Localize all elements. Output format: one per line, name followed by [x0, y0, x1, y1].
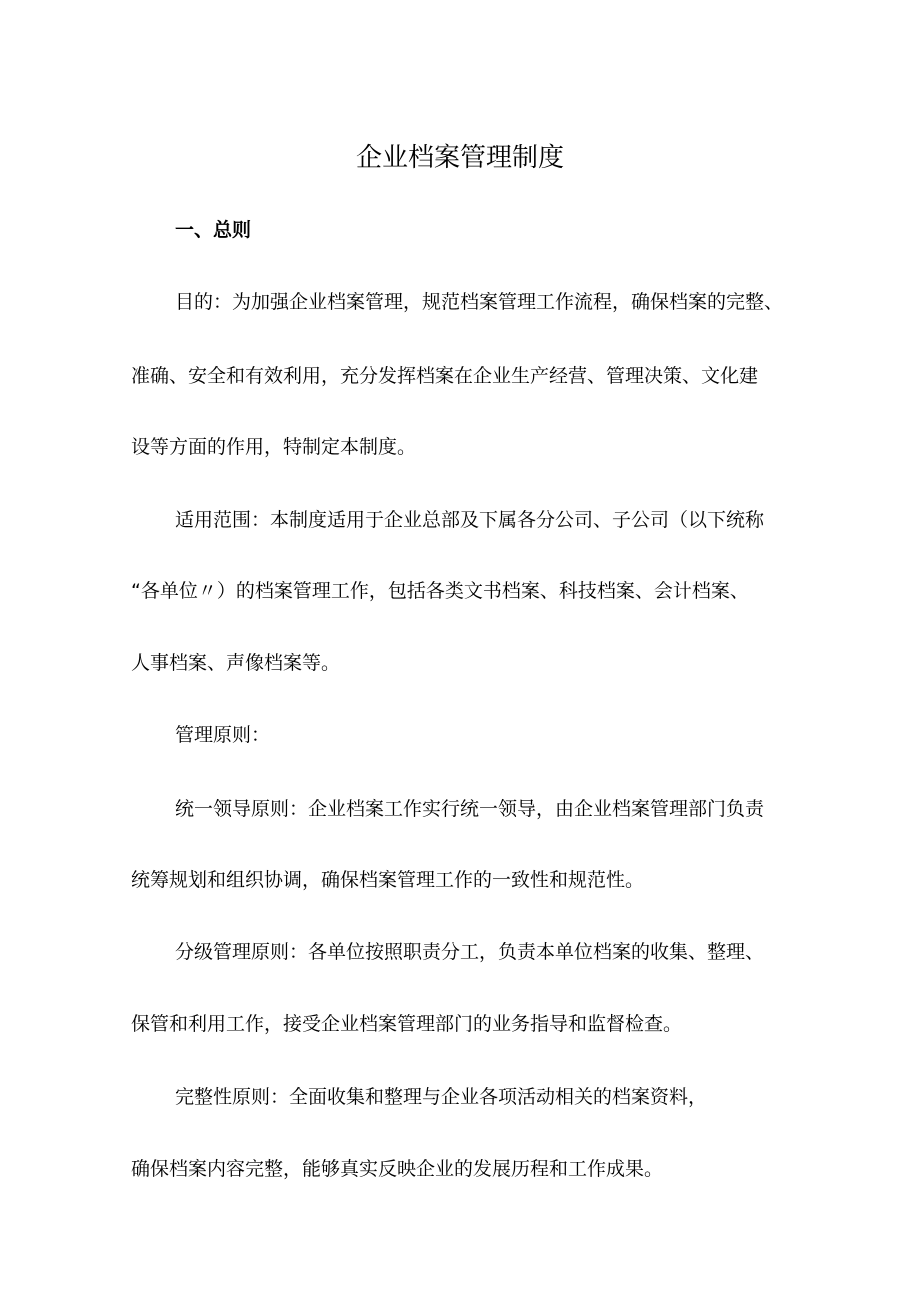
completeness-line-1: 完整性原则：全面收集和整理与企业各项活动相关的档案资料， — [175, 1086, 708, 1108]
purpose-line-2: 准确、安全和有效利用，充分发挥档案在企业生产经营、管理决策、文化建 — [131, 365, 759, 387]
scope-line-2: “各单位〃）的档案管理工作，包括各类文书档案、科技档案、会计档案、 — [131, 580, 749, 602]
document-title: 企业档案管理制度 — [355, 143, 564, 173]
unified-leadership-line-1: 统一领导原则：企业档案工作实行统一领导，由企业档案管理部门负责 — [175, 798, 765, 820]
purpose-line-1: 目的：为加强企业档案管理，规范档案管理工作流程，确保档案的完整、 — [175, 291, 784, 313]
purpose-line-3: 设等方面的作用，特制定本制度。 — [131, 436, 417, 458]
principles-label: 管理原则： — [175, 724, 271, 746]
scope-line-1: 适用范围：本制度适用于企业总部及下属各分公司、子公司（以下统称 — [175, 509, 765, 531]
scope-line-3: 人事档案、声像档案等。 — [131, 652, 341, 674]
unified-leadership-line-2: 统筹规划和组织协调，确保档案管理工作的一致性和规范性。 — [131, 869, 645, 891]
tiered-management-line-1: 分级管理原则：各单位按照职责分工，负责本单位档案的收集、整理、 — [175, 941, 765, 963]
section-heading: 一、总则 — [175, 219, 252, 241]
tiered-management-line-2: 保管和利用工作，接受企业档案管理部门的业务指导和监督检查。 — [131, 1013, 683, 1035]
completeness-line-2: 确保档案内容完整，能够真实反映企业的发展历程和工作成果。 — [131, 1158, 664, 1180]
